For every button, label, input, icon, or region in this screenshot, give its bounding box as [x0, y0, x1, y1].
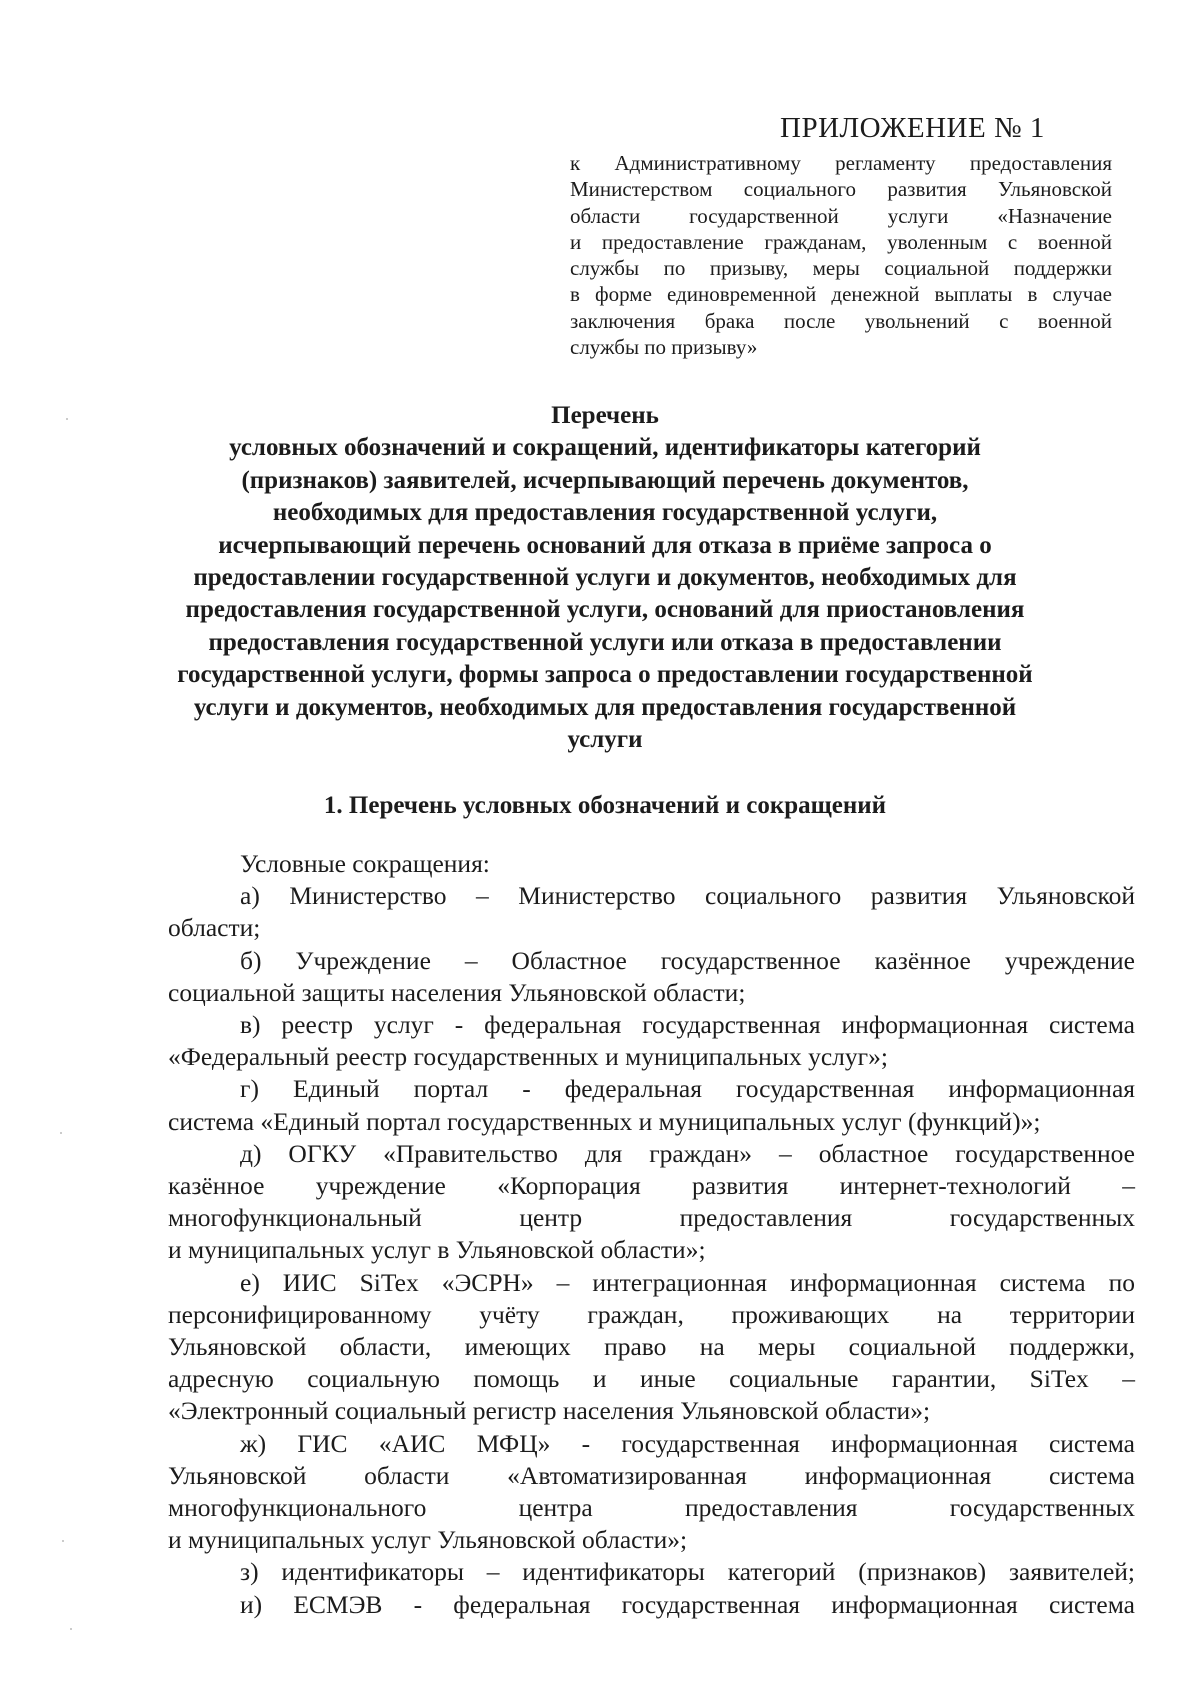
body-line: система «Единый портал государственных и муниципальных услуг (функций)»; — [168, 1106, 1041, 1136]
body-line: в) реестр услуг - федеральная государственная информационная система — [240, 1010, 1135, 1040]
heading-line: предоставления государственной услуги, оснований для приостановления — [185, 596, 1025, 624]
body-line: Ульяновской области, имеющих право на меры социальной поддержки, — [168, 1332, 1135, 1362]
appendix-line: службы по призыву» — [570, 335, 758, 360]
appendix-line: области государственной услуги «Назначение — [570, 203, 1112, 228]
heading-line: исчерпывающий перечень оснований для отказа в приёме запроса о — [218, 531, 992, 559]
heading-line: предоставлении государственной услуги и документов, необходимых для — [193, 564, 1017, 592]
body-line: многофункционального центра предоставления государственных — [168, 1493, 1135, 1523]
body-line: «Федеральный реестр государственных и муниципальных услуг»; — [168, 1042, 888, 1072]
heading-line: (признаков) заявителей, исчерпывающий перечень документов, — [241, 466, 969, 494]
heading-line: государственной услуги, формы запроса о предоставлении государственной — [177, 661, 1033, 689]
body-line: б) Учреждение – Областное государственное казённое учреждение — [240, 945, 1135, 975]
scan-speck — [70, 1628, 72, 1630]
body-line: а) Министерство – Министерство социального развития Ульяновской — [240, 881, 1135, 911]
section-title: 1. Перечень условных обозначений и сокращений — [323, 792, 887, 819]
body-line: социальной защиты населения Ульяновской области; — [168, 977, 746, 1007]
body-line: казённое учреждение «Корпорация развития интернет-технологий – — [168, 1171, 1135, 1201]
body-line: многофункциональный центр предоставления государственных — [168, 1203, 1135, 1233]
appendix-line: службы по призыву, меры социальной поддержки — [570, 256, 1112, 281]
appendix-line: в форме единовременной денежной выплаты в случае — [570, 282, 1112, 307]
heading-line: условных обозначений и сокращений, идентификаторы категорий — [229, 434, 981, 462]
body-line: области; — [168, 913, 261, 943]
heading-line: услуги и документов, необходимых для предоставления государственной — [193, 693, 1017, 721]
heading-line: предоставления государственной услуги или отказа в предоставлении — [208, 628, 1002, 656]
appendix-line: заключения брака после увольнений с военной — [570, 308, 1112, 333]
appendix-line: Министерством социального развития Ульяновской — [570, 177, 1112, 202]
body-line: Ульяновской области «Автоматизированная информационная система — [168, 1460, 1135, 1490]
body-line: и) ЕСМЭВ - федеральная государственная информационная система — [240, 1589, 1135, 1619]
appendix-line: и предоставление гражданам, уволенным с военной — [570, 229, 1112, 254]
body-line: д) ОГКУ «Правительство для граждан» – областное государственное — [240, 1138, 1135, 1168]
document-heading — [150, 400, 1060, 756]
body-line: е) ИИС SiTex «ЭСРН» – интеграционная информационная система по — [240, 1267, 1135, 1297]
scan-speck — [62, 1540, 64, 1542]
appendix-line: к Административному регламенту предоставления — [570, 151, 1112, 175]
heading-line: услуги — [567, 726, 643, 754]
body-line: и муниципальных услуг Ульяновской области»; — [168, 1525, 688, 1555]
body-line: г) Единый портал - федеральная государственная информационная — [240, 1074, 1135, 1104]
body-line: и муниципальных услуг в Ульяновской области»; — [168, 1235, 706, 1265]
appendix-title: ПРИЛОЖЕНИЕ № 1 — [780, 112, 1045, 144]
body-line: ж) ГИС «АИС МФЦ» - государственная информационная система — [240, 1428, 1135, 1458]
heading-line: Перечень — [551, 402, 659, 429]
body-line: з) идентификаторы – идентификаторы категорий (признаков) заявителей; — [240, 1557, 1135, 1587]
heading-line: необходимых для предоставления государственной услуги, — [272, 499, 938, 527]
appendix-reference — [570, 150, 1112, 360]
body-line: адресную социальную помощь и иные социальные гарантии, SiTex – — [168, 1364, 1135, 1394]
body-line: «Электронный социальный регистр населения Ульяновской области»; — [168, 1396, 931, 1426]
scan-speck — [66, 418, 68, 420]
scan-speck — [60, 1132, 62, 1134]
body-line: Условные сокращения: — [240, 849, 490, 878]
section-body — [168, 848, 1135, 1621]
body-line: персонифицированному учёту граждан, проживающих на территории — [168, 1299, 1135, 1329]
